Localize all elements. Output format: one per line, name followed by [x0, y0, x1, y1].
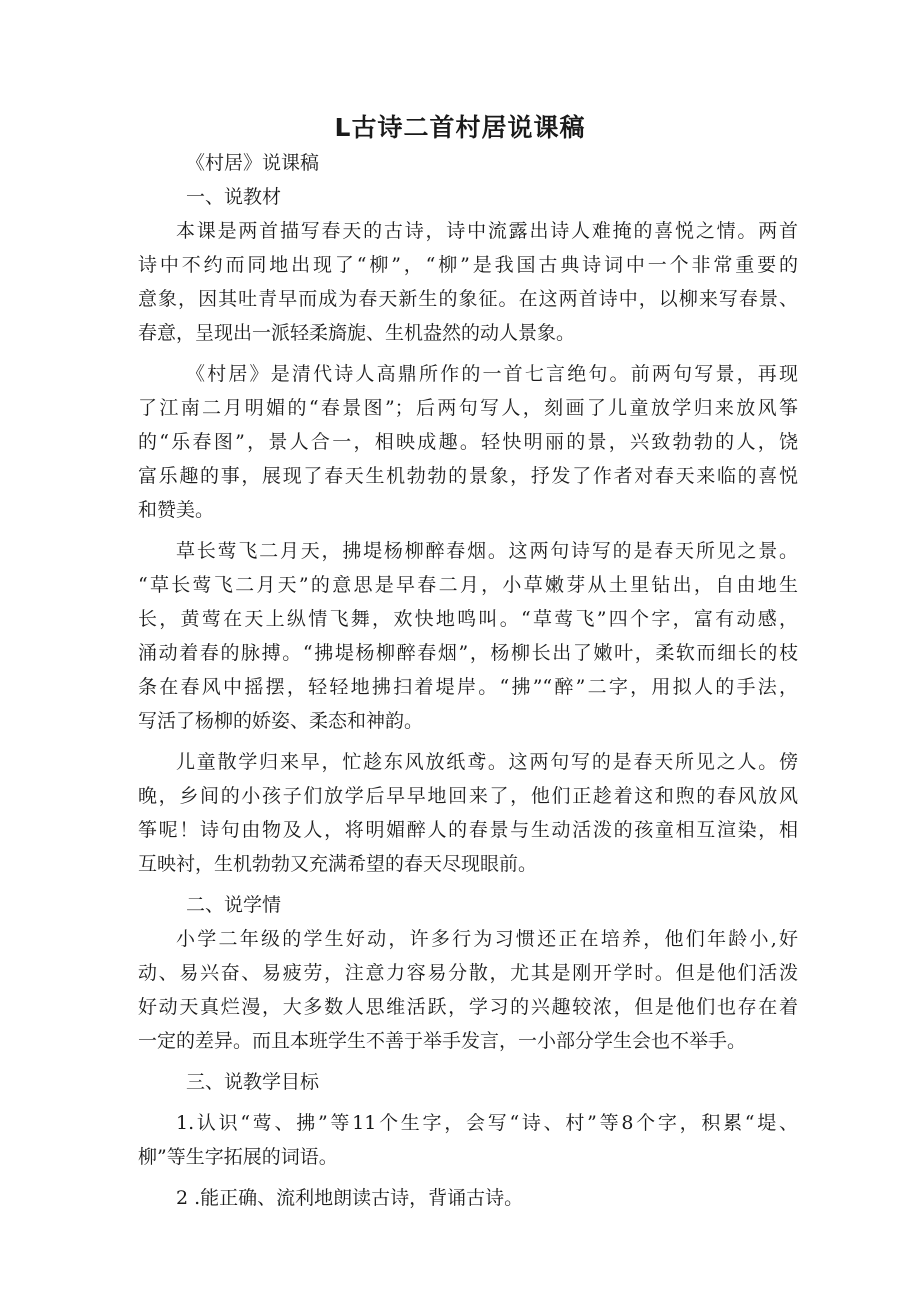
text-line: 互映衬，生机勃勃又充满希望的春天尽现眼前。 [138, 853, 538, 875]
paragraph-gap [138, 350, 798, 357]
text-line: 涌动着春的脉搏。“拂堤杨柳醉春烟”，杨柳长出了嫩叶，柔软而细长的枝 [138, 642, 798, 664]
text-line: 草长莺飞二月天，拂堤杨柳醉春烟。这两句诗写的是春天所见之景。 [176, 540, 798, 562]
text-line: 好动天真烂漫，大多数人思维活跃，学习的兴趣较浓，但是他们也存在着 [138, 996, 798, 1018]
text-line: 春意，呈现出一派轻柔旖旎、生机盎然的动人景象。 [138, 322, 576, 344]
text-line: 了江南二月明媚的“春景图”；后两句写人，刻画了儿童放学归来放风筝 [138, 397, 798, 419]
text-line: 动、易兴奋、易疲劳，注意力容易分散，尤其是刚开学时。但是他们活泼 [138, 962, 798, 984]
paragraph-gap [138, 1099, 798, 1106]
text-line: 富乐趣的事，展现了春天生机勃勃的景象，抒发了作者对春天来临的喜悦 [138, 465, 798, 487]
text-line: 二、说学情 [186, 894, 282, 916]
text-line: 晚，乡间的小孩子们放学后早早地回来了，他们正趁着这和煦的春风放风 [138, 785, 798, 807]
text-line: 一、说教材 [186, 186, 282, 208]
text-line: 儿童散学归来早，忙趁东风放纸鸢。这两句写的是春天所见之人。傍 [176, 751, 798, 773]
text-line: 和赞美。 [138, 499, 215, 521]
text-line: 柳”等生字拓展的词语。 [138, 1146, 338, 1168]
text-line: 《村居》是清代诗人高鼎所作的一首七言绝句。前两句写景，再现 [186, 363, 798, 385]
paragraph-gap [138, 527, 798, 534]
text-line: 1.认识“莺、拂”等11个生字，会写“诗、村”等8个字，积累“堤、 [176, 1112, 798, 1134]
text-line: 三、说教学目标 [186, 1071, 320, 1093]
text-line: 《村居》说课稿 [186, 152, 320, 174]
document-title: L古诗二首村居说课稿 [334, 113, 586, 142]
text-line: “草长莺飞二月天”的意思是早春二月，小草嫩芽从土里钻出，自由地生 [138, 574, 798, 596]
text-line: 一定的差异。而且本班学生不善于举手发言，一小部分学生会也不举手。 [138, 1030, 747, 1052]
document-body [138, 146, 798, 1215]
text-line: 小学二年级的学生好动，许多行为习惯还正在培养，他们年龄小,好 [176, 928, 798, 950]
text-line: 写活了杨柳的娇姿、柔态和神韵。 [138, 710, 424, 732]
text-line: 的“乐春图”，景人合一，相映成趣。轻快明丽的景，兴致勃勃的人，饶 [138, 431, 798, 453]
text-line: 2 .能正确、流利地朗读古诗，背诵古诗。 [176, 1187, 524, 1209]
paragraph-gap [138, 1174, 798, 1181]
text-line: 筝呢！诗句由物及人，将明媚醉人的春景与生动活泼的孩童相互渲染，相 [138, 819, 798, 841]
text-line: 长，黄莺在天上纵情飞舞，欢快地鸣叫。“草莺飞”四个字，富有动感， [138, 608, 798, 630]
paragraph-gap [138, 738, 798, 745]
text-line: 诗中不约而同地出现了“柳”，“柳”是我国古典诗词中一个非常重要的 [138, 254, 798, 276]
paragraph-gap [138, 881, 798, 888]
text-line: 条在春风中摇摆，轻轻地拂扫着堤岸。“拂”“醉”二字，用拟人的手法， [138, 676, 798, 698]
text-line: 意象，因其吐青早而成为春天新生的象征。在这两首诗中，以柳来写春景、 [138, 288, 798, 310]
text-line: 本课是两首描写春天的古诗，诗中流露出诗人难掩的喜悦之情。两首 [176, 220, 798, 242]
paragraph-gap [138, 1058, 798, 1065]
